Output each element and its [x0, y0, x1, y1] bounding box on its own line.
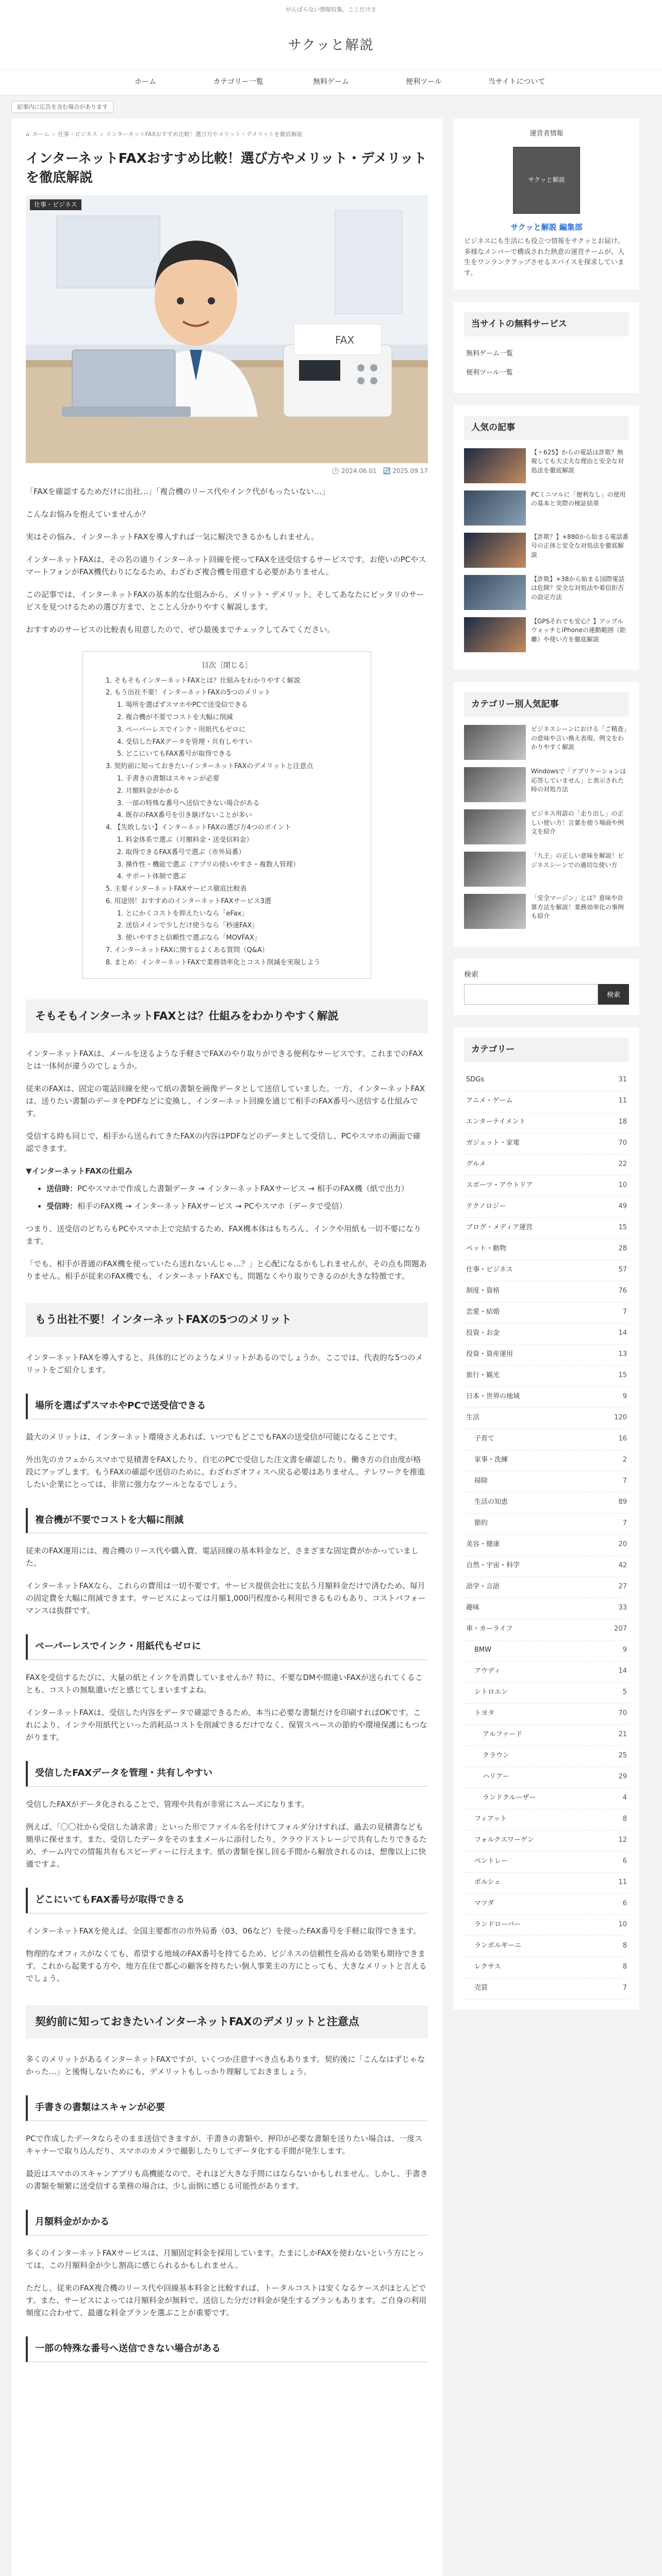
ranking-item[interactable]: 【詐欺？】+880から始まる電話番号の正体と安全な対処法を徹底解説: [464, 533, 629, 568]
category-count: 11: [618, 1097, 627, 1105]
category-item[interactable]: 車・カーライフ 207: [464, 1619, 629, 1640]
widget-title: カテゴリー別人気記事: [464, 692, 629, 717]
home-icon: ⌂: [26, 131, 29, 138]
category-count: 13: [618, 1350, 627, 1359]
toc-subitem[interactable]: 2. 月額料金がかかる: [117, 787, 179, 795]
category-count: 12: [618, 1836, 627, 1844]
category-item[interactable]: 自然・宇宙・科学 42: [464, 1556, 629, 1577]
category-item[interactable]: 恋愛・結婚 7: [464, 1302, 629, 1324]
category-item[interactable]: 生活の知恵 89: [464, 1493, 629, 1514]
category-count: 29: [618, 1773, 627, 1781]
category-count: 8: [622, 1942, 627, 1950]
category-count: 20: [618, 1540, 627, 1549]
category-item[interactable]: トヨタ 70: [464, 1704, 629, 1725]
category-count: 9: [622, 1393, 627, 1401]
site-tagline: がんばらない情報収集。ここだけさ: [286, 6, 376, 13]
sidebar: [454, 118, 639, 2576]
toc-item[interactable]: 6. 用途別！おすすめのインターネットFAXサービス3選 1. とにかくコストを抑えたいなら「eFax」 2. 送信メインで少しだけ使うなら「秒速FAX」 3. 使いやすさと信頼性で選ぶなら「MOVFAX」: [106, 896, 358, 944]
global-nav: [0, 69, 662, 95]
intro-p5: この記事では、インターネットFAXの基本的な仕組みから、メリット・デメリット、そしてあなたにピッタリのサービスを見つけるための選び方まで、とことん分かりやすく解説します。: [26, 590, 424, 612]
category-item[interactable]: ランボルギーニ 8: [464, 1936, 629, 1957]
author-avatar: [513, 147, 580, 214]
fax-label: FAX: [335, 333, 355, 346]
category-item[interactable]: ランドクルーザー 4: [464, 1788, 629, 1809]
nav-free-games[interactable]: 無料ゲーム: [313, 78, 349, 87]
category-count: 8: [622, 1963, 627, 1971]
category-item[interactable]: 語学・言語 27: [464, 1577, 629, 1598]
category-count: 76: [618, 1287, 627, 1295]
notice-bar: [0, 95, 662, 118]
widget-title: 人気の記事: [464, 416, 629, 440]
thumbnail[interactable]: [464, 490, 526, 526]
paragraph: 「でも、相手が普通のFAX機を使っていたら送れないんじゃ…？」と心配になるかもしれませんが、その点も問題ありません。相手が従来のFAX機でも、インターネットFAXでも、問題なくやり取りできるのが大きな特徴です。: [26, 1259, 427, 1281]
paragraph: 受信する時も同じで、相手から送られてきたFAXの内容はPDFなどのデータとして受信し、PCやスマホの画面で確認できます。: [26, 1131, 421, 1154]
category-count: 207: [614, 1625, 627, 1633]
category-count: 7: [622, 1477, 627, 1485]
paragraph: インターネットFAXは、受信した内容をデータで確認できるため、本当に必要な書類だけを印刷すればOKです。これにより、インクや用紙代といった消耗品コストを削減できるだけでなく、保管スペースの節約や環境保護にもつながります。: [26, 1708, 427, 1742]
toc-subitem[interactable]: 2. 送信メインで少しだけ使うなら「秒速FAX」: [117, 922, 259, 930]
category-item[interactable]: 投資・資産運用 13: [464, 1345, 629, 1366]
search-label: 検索: [464, 971, 478, 979]
toc-subitem[interactable]: 3. 操作性・機能で選ぶ（アプリの使いやすさ・複数人管理）: [117, 860, 300, 869]
post-dates: 🕒 2024.06.01 🔄 2025.09.17: [332, 467, 428, 474]
category-item[interactable]: ポルシェ 11: [464, 1873, 629, 1894]
category-count: 6: [622, 1900, 627, 1908]
paragraph: 従来のFAXは、固定の電話回線を使って紙の書類を画像データとして送信していました。一方、インターネットFAXは、送りたい書類のデータをPDFなどに変換し、インターネット回線を通じて相手のFAX番号へ送信する仕組みです。: [26, 1084, 425, 1118]
category-item[interactable]: ペット・動物 28: [464, 1239, 629, 1260]
category-article[interactable]: ビジネスシーンにおける「ご精査」の意味や言い換え表現、例文をわかりやすく解説: [464, 725, 629, 760]
category-count: 14: [618, 1329, 627, 1337]
category-item[interactable]: 売買 7: [464, 1978, 629, 1999]
toc-item[interactable]: 5. 主要インターネットFAXサービス徹底比較表: [106, 885, 247, 893]
intro-p6: おすすめのサービスの比較表も用意したので、ぜひ最後までチェックしてみてください。: [26, 625, 335, 635]
category-item[interactable]: 家事・洗練 2: [464, 1450, 629, 1471]
main-content: [11, 118, 442, 2576]
category-count: 27: [618, 1583, 627, 1591]
paragraph: 多くのインターネットFAXサービスは、月額固定料金を採用しています。たまにしかFAXを使わないという方にとっては、この月額料金が少し割高に感じられるかもしれません。: [26, 2248, 424, 2270]
category-count: 4: [622, 1794, 627, 1802]
nav-tools[interactable]: 便利ツール: [406, 78, 442, 87]
category-count: 2: [622, 1456, 627, 1464]
category-item[interactable]: 子育て 16: [464, 1429, 629, 1450]
category-item[interactable]: 生活 120: [464, 1408, 629, 1429]
nav-categories[interactable]: カテゴリー一覧: [213, 78, 263, 87]
category-count: 7: [622, 1519, 627, 1528]
breadcrumb-current: インターネットFAXおすすめ比較！選び方やメリット・デメリットを徹底解説: [106, 131, 303, 138]
paragraph: インターネットFAXを導入すると、具体的にどのようなメリットがあるのでしょうか。ここでは、代表的な5つのメリットをご紹介します。: [26, 1352, 423, 1375]
category-list: [464, 1070, 629, 1999]
service-link[interactable]: 便利ツール一覧: [466, 368, 513, 377]
category-item[interactable]: 節約 7: [464, 1514, 629, 1535]
paragraph: 例えば、「〇〇社から受信した請求書」といった形でファイル名を付けてフォルダ分けすれば、過去の見積書なども簡単に探せます。また、受信したデータをそのままメールに添付したり、クラウドストレージで共有したりできるため、チーム内での情報共有もスピーディーに行えます。紙の書類を探し回る手間から解放されるのは、想像以上に快適ですよ。: [26, 1822, 427, 1869]
category-count: 15: [618, 1224, 627, 1232]
category-item[interactable]: アルファード 21: [464, 1725, 629, 1746]
subsection-heading: どこにいてもFAX番号が取得できる: [26, 1888, 428, 1913]
category-count: 15: [618, 1371, 627, 1380]
category-item[interactable]: テクノロジー 49: [464, 1197, 629, 1218]
toc-subitem[interactable]: 3. 一部の特殊な番号へ送信できない場合がある: [117, 799, 260, 807]
author-link[interactable]: サクッと解説 編集部: [510, 222, 583, 232]
intro-p1: 「FAXを確認するためだけに出社…」「複合機のリース代やインク代がもったいない…」: [26, 487, 330, 497]
paragraph: 最近はスマホのスキャンアプリも高機能なので、それほど大きな手間にはならないかもしれません。しかし、手書きの書類を頻繁に送受信する業務の場合は、少し面倒に感じる可能性があります。: [26, 2169, 428, 2191]
category-count: 89: [618, 1498, 627, 1506]
category-count: 120: [614, 1414, 627, 1422]
category-count: 8: [622, 1815, 627, 1823]
nav-home[interactable]: ホーム: [135, 78, 156, 87]
paragraph: 受信したFAXがデータ化されることで、管理や共有が非常にスムーズになります。: [26, 1800, 309, 1809]
category-item[interactable]: BMW 9: [464, 1640, 629, 1662]
category-item[interactable]: 制度・資格 76: [464, 1281, 629, 1302]
paragraph: FAXを受信するたびに、大量の紙とインクを消費していませんか？特に、不要なDMや間違いFAXが送られてくることも、コストの無駄遣いだと感じてしまいますよね。: [26, 1673, 423, 1695]
category-label[interactable]: 仕事・ビジネス: [30, 199, 81, 210]
toc-item[interactable]: 4. 【失敗しない】インターネットFAXの選び方4つのポイント 1. 料金体系で選ぶ（月額料金・送受信料金） 2. 取得できるFAX番号で選ぶ（市外局番） 3. 操作性・機能で選ぶ（アプリの使いやすさ・複数人管理） 4. サポート体制で選ぶ: [106, 823, 358, 883]
category-item[interactable]: SDGs 31: [464, 1070, 629, 1091]
category-item[interactable]: 日本・世界の地域 9: [464, 1387, 629, 1408]
thumbnail[interactable]: [464, 448, 526, 483]
category-item[interactable]: レクサス 8: [464, 1957, 629, 1978]
category-count: 25: [618, 1752, 627, 1760]
ad-notice: 記事内に広告を含む場合があります: [11, 101, 113, 113]
thumbnail[interactable]: [464, 809, 526, 844]
ranking-widget: [454, 405, 639, 670]
eyecatch-image: [26, 195, 428, 463]
subsection-heading: 受信したFAXデータを管理・共有しやすい: [26, 1761, 428, 1787]
thumbnail[interactable]: [464, 767, 526, 802]
category-item[interactable]: ガジェット・家電 70: [464, 1133, 629, 1155]
site-title[interactable]: サクッと解説: [288, 37, 374, 53]
author-heading: 運営者情報: [529, 130, 564, 138]
category-count: 70: [618, 1139, 627, 1147]
category-item[interactable]: 仕事・ビジネス 57: [464, 1260, 629, 1281]
category-item[interactable]: グルメ 22: [464, 1155, 629, 1176]
intro-p3: 実はその悩み、インターネットFAXを導入すれば一気に解決できるかもしれません。: [26, 532, 319, 542]
subsection-heading: 月額料金がかかる: [26, 2210, 428, 2235]
category-count: 6: [622, 1857, 627, 1866]
toc-title[interactable]: 目次［閉じる］: [202, 662, 252, 670]
category-count: 7: [622, 1308, 627, 1316]
category-item[interactable]: ランドローバー 10: [464, 1915, 629, 1936]
paragraph: インターネットFAXを使えば、全国主要都市の市外局番（03、06など）を使ったFAX番号を手軽に取得できます。: [26, 1926, 421, 1936]
toc-item[interactable]: 2. もう出社不要！インターネットFAXの5つのメリット 1. 場所を選ばずスマホやPCで送受信できる 2. 複合機が不要でコストを大幅に削減 3. ペーパーレスでインク・用紙代もゼロに 4. 受信したFAXデータを管理・共有しやすい 5. どこにいてもFAX番号が取得できる: [106, 688, 358, 760]
category-count: 57: [618, 1266, 627, 1274]
paragraph: つまり、送受信のどちらもPCやスマホ上で完結するため、FAX機本体はもちろん、インクや用紙も一切不要になります。: [26, 1224, 422, 1246]
toc-subitem[interactable]: 5. どこにいてもFAX番号が取得できる: [117, 750, 232, 758]
toc-subitem[interactable]: 1. 場所を選ばずスマホやPCで送受信できる: [117, 701, 248, 709]
categories-widget: [454, 1027, 639, 2010]
toc-item[interactable]: 7. インターネットFAXに関するよくある質問（Q&A）: [106, 946, 269, 955]
paragraph: 物理的なオフィスがなくても、希望する地域のFAX番号を持てるため、ビジネスの信頼性を高める効果も期待できます。これから起業する方や、地方在住で都心の顧客を持ちたい個人事業主の方にとっても、大きなメリットと言えるでしょう。: [26, 1948, 427, 1983]
category-articles-widget: [454, 682, 639, 946]
toc-subitem[interactable]: 1. とにかくコストを抑えたいなら「eFax」: [117, 909, 249, 918]
toc-item[interactable]: 8. まとめ：インターネットFAXで業務効率化とコスト削減を実現しよう: [106, 958, 321, 967]
section-heading: もう出社不要！インターネットFAXの5つのメリット: [26, 1303, 428, 1337]
category-count: 5: [622, 1688, 627, 1697]
category-count: 11: [618, 1878, 627, 1887]
avatar-label: サクッと解説: [528, 176, 565, 184]
category-count: 18: [618, 1118, 627, 1126]
service-link[interactable]: 無料ゲーム一覧: [466, 350, 514, 358]
search-input[interactable]: [464, 984, 598, 1005]
category-item[interactable]: アニメ・ゲーム 11: [464, 1091, 629, 1112]
thumbnail[interactable]: [464, 575, 526, 610]
paragraph: インターネットFAXなら、これらの費用は一切不要です。サービス提供会社に支払う月額料金だけで済むため、毎月の固定費を大幅に削減できます。サービスによっては月額1,000円程度から利用できるものもあり、コストパフォーマンスは抜群です。: [26, 1581, 426, 1616]
toc-subitem[interactable]: 2. 複合機が不要でコストを大幅に削減: [117, 713, 233, 721]
paragraph: 最大のメリットは、インターネット環境さえあれば、いつでもどこでもFAXの送受信が可能になることです。: [26, 1432, 402, 1442]
list-item: • 送信時：PCやスマホで作成した書類データ → インターネットFAXサービス → 相手のFAX機（紙で出力）: [46, 1182, 428, 1195]
toc-subitem[interactable]: 3. 使いやすさと信頼性で選ぶなら「MOVFAX」: [117, 934, 261, 942]
category-count: 10: [618, 1181, 627, 1190]
mechanism-block: [26, 1165, 428, 1212]
table-of-contents: [82, 651, 371, 979]
breadcrumb-home[interactable]: ホーム: [32, 131, 49, 138]
category-count: 28: [618, 1245, 627, 1253]
toc-list: [95, 676, 358, 969]
category-count: 49: [618, 1202, 627, 1211]
intro-p2: こんなお悩みを抱えていませんか？: [26, 510, 150, 519]
category-count: 42: [618, 1562, 627, 1570]
paragraph: ただし、従来のFAX複合機のリース代や回線基本料金と比較すれば、トータルコストは安くなるケースがほとんどです。また、サービスによっては月額料金が無料で、送信した分だけ料金が発生するプランもあります。ご自身の利用頻度に合わせて、最適な料金プランを選ぶことが重要です。: [26, 2283, 427, 2318]
nav-about[interactable]: 当サイトについて: [488, 78, 545, 87]
ranking-item[interactable]: PCミニマルに「便利なし」の使用の基本と実際の検証結果: [464, 490, 629, 526]
thumbnail[interactable]: [464, 725, 526, 760]
category-item[interactable]: ブログ・メディア運営 15: [464, 1218, 629, 1239]
services-widget: [454, 302, 639, 393]
thumbnail[interactable]: [464, 852, 526, 887]
category-item[interactable]: 旅行・観光 15: [464, 1366, 629, 1387]
breadcrumb: ⌂ ホーム › 仕事・ビジネス › インターネットFAXおすすめ比較！選び方やメリット・デメリットを徹底解説: [26, 130, 428, 139]
category-count: 33: [618, 1604, 627, 1612]
toc-subitem[interactable]: 1. 料金体系で選ぶ（月額料金・送受信料金）: [117, 836, 253, 844]
toc-subitem[interactable]: 4. 既存のFAX番号を引き継げないことが多い: [117, 811, 252, 820]
category-item[interactable]: シトロエン 5: [464, 1683, 629, 1704]
intro-p4: インターネットFAXは、その名の通りインターネット回線を使ってFAXを送受信するサービスです。お使いのPCやスマートフォンがFAX機代わりになるため、わざわざ複合機を用意する必要がありません。: [26, 555, 426, 577]
subsection-heading: 複合機が不要でコストを大幅に削減: [26, 1508, 428, 1534]
subsection-heading: 手書きの書類はスキャンが必要: [26, 2095, 428, 2121]
category-article[interactable]: 「安全マージン」とは？意味や計算方法を解説！業務効率化の事例も紹介: [464, 894, 629, 929]
category-count: 22: [618, 1160, 627, 1168]
toc-subitem[interactable]: 4. 受信したFAXデータを管理・共有しやすい: [117, 738, 252, 746]
toc-subitem[interactable]: 1. 手書きの書類はスキャンが必要: [117, 774, 220, 783]
category-count: 16: [618, 1435, 627, 1443]
subsection-heading: 一部の特殊な番号へ送信できない場合がある: [26, 2336, 428, 2362]
thumbnail[interactable]: [464, 894, 526, 929]
ranking-item[interactable]: 【詐欺】+38から始まる国際電話は危険？安全な対処法や着信拒否の設定方法: [464, 575, 629, 610]
category-count: 7: [622, 1984, 627, 1992]
category-item[interactable]: マツダ 6: [464, 1894, 629, 1915]
list-item: • 受信時：相手のFAX機 → インターネットFAXサービス → PCやスマホ（データで受信）: [46, 1200, 428, 1212]
paragraph: 外出先のカフェからスマホで見積書をFAXしたり、自宅のPCで受信した注文書を確認したり。働き方の自由度が格段にアップします。もうFAXの確認や送信のために、わざわざオフィスへ戻る必要はありません。テレワークを推進したい企業にとっては、非常に強力なツールとなるでしょう。: [26, 1454, 425, 1489]
search-widget: [454, 959, 639, 1014]
category-item[interactable]: 掃除 7: [464, 1471, 629, 1493]
office-illustration: [26, 195, 428, 463]
toc-subitem[interactable]: 4. サポート体制で選ぶ: [117, 873, 186, 881]
category-article[interactable]: ビジネス用語の「走り出し」の正しい使い方！言葉を使う場面や例文を紹介: [464, 809, 629, 844]
category-article[interactable]: Windowsで「アプリケーションは応答していません」と表示された時の対処方法: [464, 767, 629, 802]
paragraph: 従来のFAX運用には、複合機のリース代や購入費、電話回線の基本料金など、さまざまな固定費がかかっていました。: [26, 1546, 419, 1568]
category-item[interactable]: スポーツ・アウトドア 10: [464, 1176, 629, 1197]
subsection-heading: 場所を選ばずスマホやPCで送受信できる: [26, 1394, 428, 1419]
category-item[interactable]: ハリアー 29: [464, 1767, 629, 1788]
category-item[interactable]: フィアット 8: [464, 1809, 629, 1831]
category-count: 9: [622, 1646, 627, 1654]
category-count: 31: [618, 1076, 627, 1084]
author-widget: [454, 118, 639, 290]
article-title: インターネットFAXおすすめ比較！選び方やメリット・デメリットを徹底解説: [26, 150, 427, 186]
toc-item[interactable]: 1. そもそもインターネットFAXとは？仕組みをわかりやすく解説: [106, 676, 301, 685]
thumbnail[interactable]: [464, 617, 526, 652]
mechanism-title: ▼インターネットFAXの仕組み: [26, 1166, 133, 1176]
category-count: 14: [618, 1667, 627, 1675]
toc-subitem[interactable]: 3. ペーパーレスでインク・用紙代もゼロに: [117, 725, 245, 734]
category-item[interactable]: アウディ 14: [464, 1662, 629, 1683]
category-item[interactable]: エンターテイメント 18: [464, 1112, 629, 1133]
category-item[interactable]: フォルクスワーゲン 12: [464, 1831, 629, 1852]
site-header: [0, 0, 662, 95]
category-item[interactable]: 投資・お金 14: [464, 1324, 629, 1345]
breadcrumb-category[interactable]: 仕事・ビジネス: [58, 131, 98, 138]
category-item[interactable]: ベントレー 6: [464, 1852, 629, 1873]
category-article[interactable]: 「九王」の正しい意味を解説！ビジネスシーンでの適切な使い方: [464, 852, 629, 887]
category-item[interactable]: 趣味 33: [464, 1598, 629, 1619]
toc-item[interactable]: 3. 契約前に知っておきたいインターネットFAXのデメリットと注意点 1. 手書きの書類はスキャンが必要 2. 月額料金がかかる 3. 一部の特殊な番号へ送信できない場合がある 4. 既存のFAX番号を引き継げないことが多い: [106, 761, 358, 821]
category-count: 10: [618, 1921, 627, 1929]
section-heading: そもそもインターネットFAXとは？仕組みをわかりやすく解説: [26, 999, 428, 1033]
ranking-item[interactable]: 【＋625】からの電話は詐欺？無視しても大丈夫な理由と安全な対処法を徹底解説: [464, 448, 629, 483]
author-bio: ビジネスにも生活にも役立つ情報をサクッとお届け。多様なメンバーで構成された熱意の運営チームが、人生をワンランクアップさせるスパイスを探求しています。: [464, 237, 625, 278]
thumbnail[interactable]: [464, 533, 526, 568]
toc-subitem[interactable]: 2. 取得できるFAX番号で選ぶ（市外局番）: [117, 848, 245, 856]
category-item[interactable]: 美容・健康 20: [464, 1535, 629, 1556]
category-count: 70: [618, 1709, 627, 1718]
category-count: 21: [618, 1731, 627, 1739]
category-item[interactable]: クラウン 25: [464, 1746, 629, 1767]
ranking-item[interactable]: 【GPSそれでも安心？】アップルウォッチとiPhoneの連動範囲（距離）や使い方を徹底解説: [464, 617, 629, 652]
section-heading: 契約前に知っておきたいインターネットFAXのデメリットと注意点: [26, 2005, 428, 2039]
paragraph: 多くのメリットがあるインターネットFAXですが、いくつか注意すべき点もあります。契約後に「こんなはずじゃなかった…」と後悔しないためにも、デメリットもしっかり理解しておきましょう。: [26, 2055, 425, 2077]
paragraph: インターネットFAXは、メールを送るような手軽さでFAXのやり取りができる便利なサービスです。これまでのFAXとは一体何が違うのでしょうか。: [26, 1049, 423, 1071]
widget-title: カテゴリー: [464, 1038, 629, 1062]
paragraph: PCで作成したデータならそのまま送信できますが、手書きの書類や、押印が必要な書類を送りたい場合は、一度スキャナーで取り込んだり、スマホのカメラで撮影したりしてデータ化する手間が発生します。: [26, 2134, 423, 2156]
widget-title: 当サイトの無料サービス: [464, 312, 629, 336]
subsection-heading: ペーパーレスでインク・用紙代もゼロに: [26, 1634, 428, 1660]
search-button[interactable]: 検索: [598, 984, 629, 1005]
